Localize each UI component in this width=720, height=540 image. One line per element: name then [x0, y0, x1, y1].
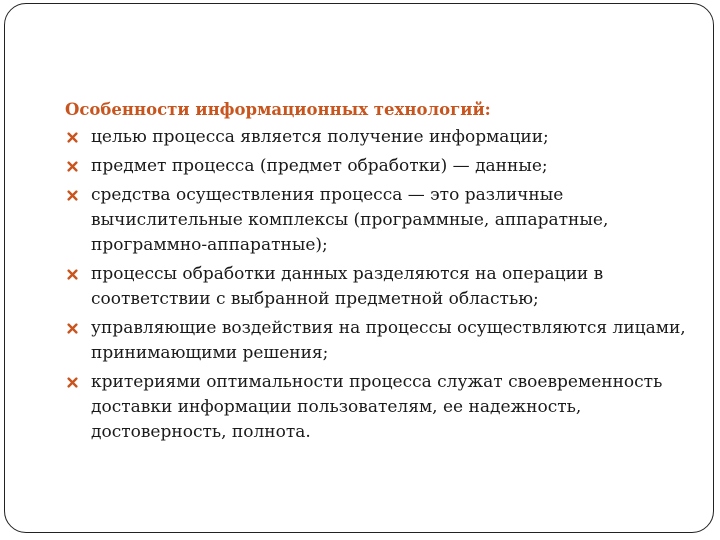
list-item: [65, 154, 695, 179]
list-item: [65, 262, 695, 312]
x-mark-icon: [67, 190, 78, 201]
list-item-text: средства осуществления процесса — это различные вычислительные комплексы (программные, аппаратные, программно-аппаратные);: [91, 185, 609, 255]
x-mark-icon: [67, 161, 78, 172]
bullet-list: [65, 125, 695, 445]
list-item: [65, 370, 695, 445]
list-item-text: предмет процесса (предмет обработки) — данные;: [91, 156, 548, 176]
list-item-text: процессы обработки данных разделяются на операции в соответствии с выбранной предметной областью;: [91, 264, 604, 309]
list-item: [65, 183, 695, 258]
x-mark-icon: [67, 132, 78, 143]
slide-heading: Особенности информационных технологий:: [65, 100, 491, 119]
x-mark-icon: [67, 269, 78, 280]
x-mark-icon: [67, 323, 78, 334]
list-item-text: управляющие воздействия на процессы осуществляются лицами, принимающими решения;: [91, 318, 686, 363]
list-item-text: целью процесса является получение информации;: [91, 127, 549, 147]
slide-frame: [4, 3, 714, 533]
list-item: [65, 316, 695, 366]
slide-content: [65, 98, 695, 449]
list-item-text: критериями оптимальности процесса служат своевременность доставки информации пользователям, ее надежность, достоверность, полнота.: [91, 372, 663, 442]
x-mark-icon: [67, 377, 78, 388]
list-item: [65, 125, 695, 150]
